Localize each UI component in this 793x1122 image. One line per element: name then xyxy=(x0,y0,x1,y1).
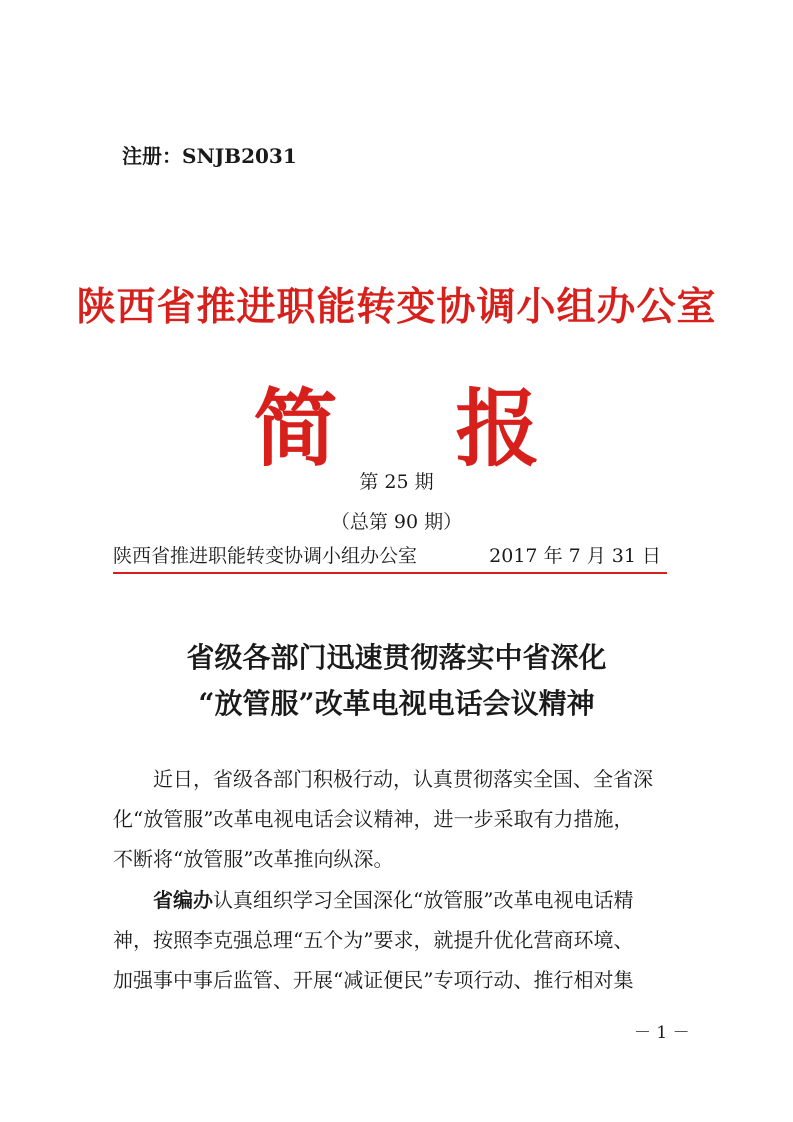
red-divider-rule xyxy=(113,572,667,574)
paragraph-2-lead: 省编办 xyxy=(153,888,213,912)
issuer-name: 陕西省推进职能转变协调小组办公室 xyxy=(113,545,418,567)
paragraph-2-line-2: 神，按照李克强总理“五个为”要求，就提升优化营商环境、 xyxy=(113,928,634,952)
paragraph-1-line-3: 不断将“放管服”改革推向纵深。 xyxy=(113,847,394,871)
issue-date: 2017 年 7 月 31 日 xyxy=(489,545,661,567)
bulletin-title-char-2: 报 xyxy=(455,379,540,478)
bulletin-title xyxy=(0,362,793,483)
registration-number: 注册：SNJB2031 xyxy=(122,144,297,168)
paragraph-1-line-1: 近日，省级各部门积极行动，认真贯彻落实全国、全省深 xyxy=(153,767,653,791)
paragraph-2-line-3: 加强事中事后监管、开展“减证便民”专项行动、推行相对集 xyxy=(113,968,634,992)
paragraph-1-line-2: 化“放管服”改革电视电话会议精神，进一步采取有力措施， xyxy=(113,807,634,831)
paragraph-2-line-1-text: 认真组织学习全国深化“放管服”改革电视电话精 xyxy=(213,888,634,912)
bulletin-title-char-1: 简 xyxy=(253,379,338,478)
issuer-line xyxy=(113,541,667,571)
total-issue-number: （总第 90 期） xyxy=(330,511,463,533)
page-number: － 1 － xyxy=(634,1023,690,1043)
issue-number: 第 25 期 xyxy=(359,471,434,493)
paragraph-2-line-1 xyxy=(113,880,673,920)
article-title-line-1: 省级各部门迅速贯彻落实中省深化 xyxy=(186,641,607,674)
office-header: 陕西省推进职能转变协调小组办公室 xyxy=(76,284,717,330)
article-title-line-2: “放管服”改革电视电话会议精神 xyxy=(198,687,595,720)
